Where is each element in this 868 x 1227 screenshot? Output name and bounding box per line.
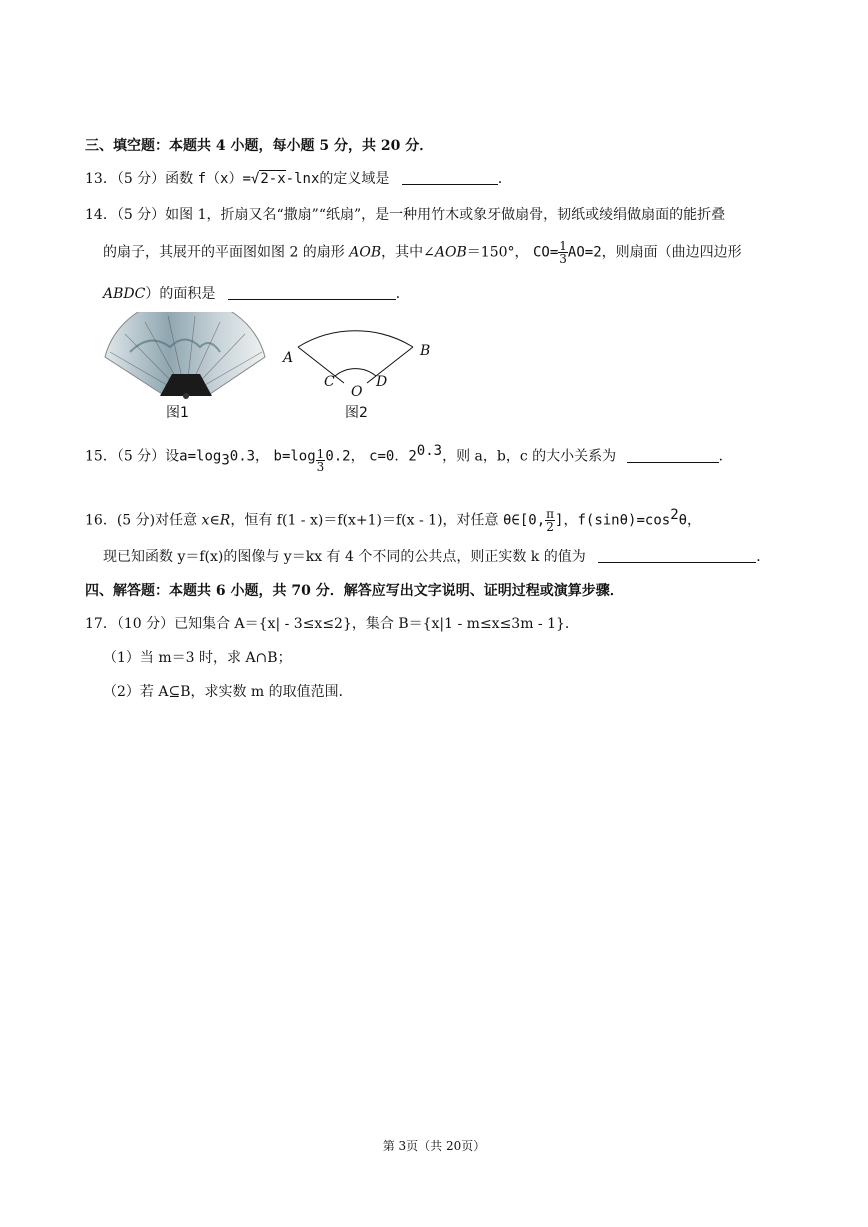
q13-answer-blank[interactable] bbox=[402, 170, 498, 185]
label-d: D bbox=[376, 374, 388, 390]
figure2-caption: 图2 bbox=[345, 405, 368, 421]
q13-text: 的定义域是 bbox=[319, 171, 390, 187]
q13-function: f（x）= bbox=[197, 171, 251, 187]
q15-answer-blank[interactable] bbox=[627, 448, 719, 463]
question-15: 15．（5 分）设$a=\log_30.3$， b=log $\frac{1}{3}$ 0.2， c=0．$2^{0.3}$，则 a，b，c 的大小关系为 ． bbox=[85, 443, 733, 474]
q16-pi-fraction: $\frac{\pi}{2}$ bbox=[546, 507, 555, 535]
q14-fraction: $\frac{1}{3}$ bbox=[559, 239, 567, 266]
question-13: 13．（5 分）函数 f（x）=√2-x-lnx的定义域是 ． bbox=[85, 171, 512, 187]
question-17: 17．（10 分）已知集合 A＝{x| - 3≤x≤2}，集合 B＝{x|1 - m≤x≤3m - 1}． bbox=[85, 616, 579, 632]
question-14-line3: ABDC）的面积是 ． bbox=[103, 286, 410, 302]
section-4-heading: 四、解答题：本题共 6 小题，共 70 分．解答应写出文字说明、证明过程或演算步骤． bbox=[85, 583, 624, 599]
fan-photo-figure1 bbox=[100, 312, 270, 402]
q14-answer-blank[interactable] bbox=[228, 285, 396, 300]
question-16-line1: 16．(5 分)对任意 x∈R，恒有 f(1 - x)＝f(x+1)＝f(x - 1)，对任意 θ∈[0, $\frac{\pi}{2}$ ]，$f(\sin\theta)=\cos^2\theta$， bbox=[85, 507, 702, 535]
label-b: B bbox=[420, 343, 431, 359]
question-16-line2: 现已知函数 y＝f(x)的图像与 y＝kx 有 4 个不同的公共点，则正实数 k 的值为 ． bbox=[103, 549, 771, 565]
question-14-line2: 的扇子，其展开的平面图如图 2 的扇形 AOB，其中∠AOB＝150°， CO= $\frac{1}{3}$ AO=2，则扇面（曲边四边形 bbox=[103, 239, 742, 266]
label-o: O bbox=[351, 384, 363, 400]
q15-log-base-fraction: $\frac{1}{3}$ bbox=[316, 446, 325, 474]
label-a: A bbox=[283, 350, 294, 366]
page-footer: 第 3页（共 20页） bbox=[382, 1139, 486, 1153]
sqrt-icon: √ bbox=[250, 171, 260, 187]
q13-number: 13．（5 分）函数 bbox=[85, 171, 198, 187]
q13-sqrt-body: 2-x bbox=[260, 171, 286, 187]
section-3-heading: 三、填空题：本题共 4 小题，每小题 5 分，共 20 分． bbox=[85, 138, 434, 154]
label-c: C bbox=[324, 374, 335, 390]
figure1-caption: 图1 bbox=[166, 405, 189, 421]
question-14-line1: 14．（5 分）如图 1，折扇又名“撒扇”“纸扇”，是一种用竹木或象牙做扇骨，韧纸或绫绢做扇面的能折叠 bbox=[85, 207, 726, 223]
q13-tail: -lnx bbox=[285, 171, 320, 187]
question-17-part2: （2）若 A⊆B，求实数 m 的取值范围． bbox=[103, 684, 353, 700]
q16-answer-blank[interactable] bbox=[598, 548, 756, 563]
question-17-part1: （1）当 m＝3 时，求 A∩B； bbox=[103, 650, 292, 666]
